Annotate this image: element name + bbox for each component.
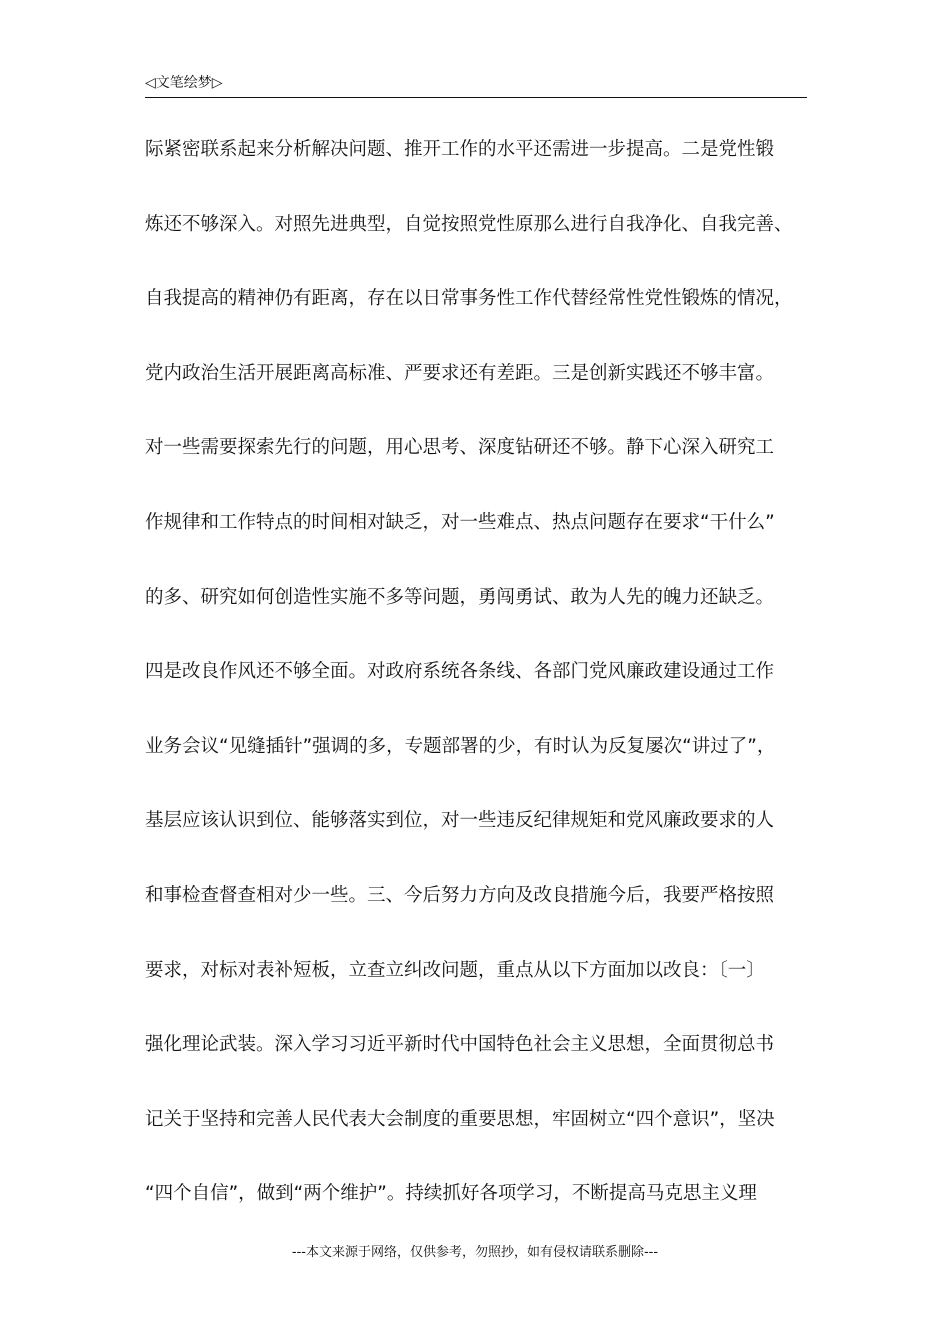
- body-line-7: 的多、研究如何创造性实施不多等问题，勇闯勇试、敢为人先的魄力还缺乏。: [145, 586, 775, 608]
- body-line-10: 基层应该认识到位、能够落实到位，对一些违反纪律规矩和党风廉政要求的人: [145, 810, 775, 832]
- body-line-3: 自我提高的精神仍有距离，存在以日常事务性工作代替经常性党性锻炼的情况，: [145, 288, 793, 310]
- body-line-8: 四是改良作风还不够全面。对政府系统各条线、各部门党风廉政建设通过工作: [145, 661, 775, 683]
- body-line-4: 党内政治生活开展距离高标准、严要求还有差距。三是创新实践还不够丰富。: [145, 362, 775, 384]
- header-title: ◁文笔绘梦▷: [145, 75, 223, 91]
- body-line-1: 际紧密联系起来分析解决问题、推开工作的水平还需进一步提高。二是党性锻: [145, 139, 775, 160]
- body-line-5: 对一些需要探索先行的问题，用心思考、深度钻研还不够。静下心深入研究工: [145, 437, 775, 459]
- body-line-9: 业务会议“见缝插针”强调的多，专题部署的少，有时认为反复屡次“讲过了”，: [145, 735, 776, 757]
- body-line-14: 记关于坚持和完善人民代表大会制度的重要思想，牢固树立“四个意识”，坚决: [145, 1108, 775, 1130]
- header-divider: [145, 97, 807, 98]
- body-line-15: “四个自信”，做到“两个维护”。持续抓好各项学习，不断提高马克思主义理: [145, 1183, 757, 1205]
- body-line-2: 炼还不够深入。对照先进典型，自觉按照党性原那么进行自我净化、自我完善、: [145, 213, 793, 235]
- body-line-13: 强化理论武装。深入学习习近平新时代中国特色社会主义思想，全面贯彻总书: [145, 1034, 775, 1056]
- footer-disclaimer: ---本文来源于网络，仅供参考，勿照抄，如有侵权请联系删除---: [291, 1245, 659, 1260]
- body-line-12: 要求，对标对表补短板，立查立纠改问题，重点从以下方面加以改良：〔一〕: [145, 959, 765, 981]
- body-line-11: 和事检查督查相对少一些。三、今后努力方向及改良措施今后，我要严格按照: [145, 884, 775, 906]
- body-line-6: 作规律和工作特点的时间相对缺乏，对一些难点、热点问题存在要求“干什么”: [145, 511, 775, 533]
- document-body: [145, 134, 807, 1253]
